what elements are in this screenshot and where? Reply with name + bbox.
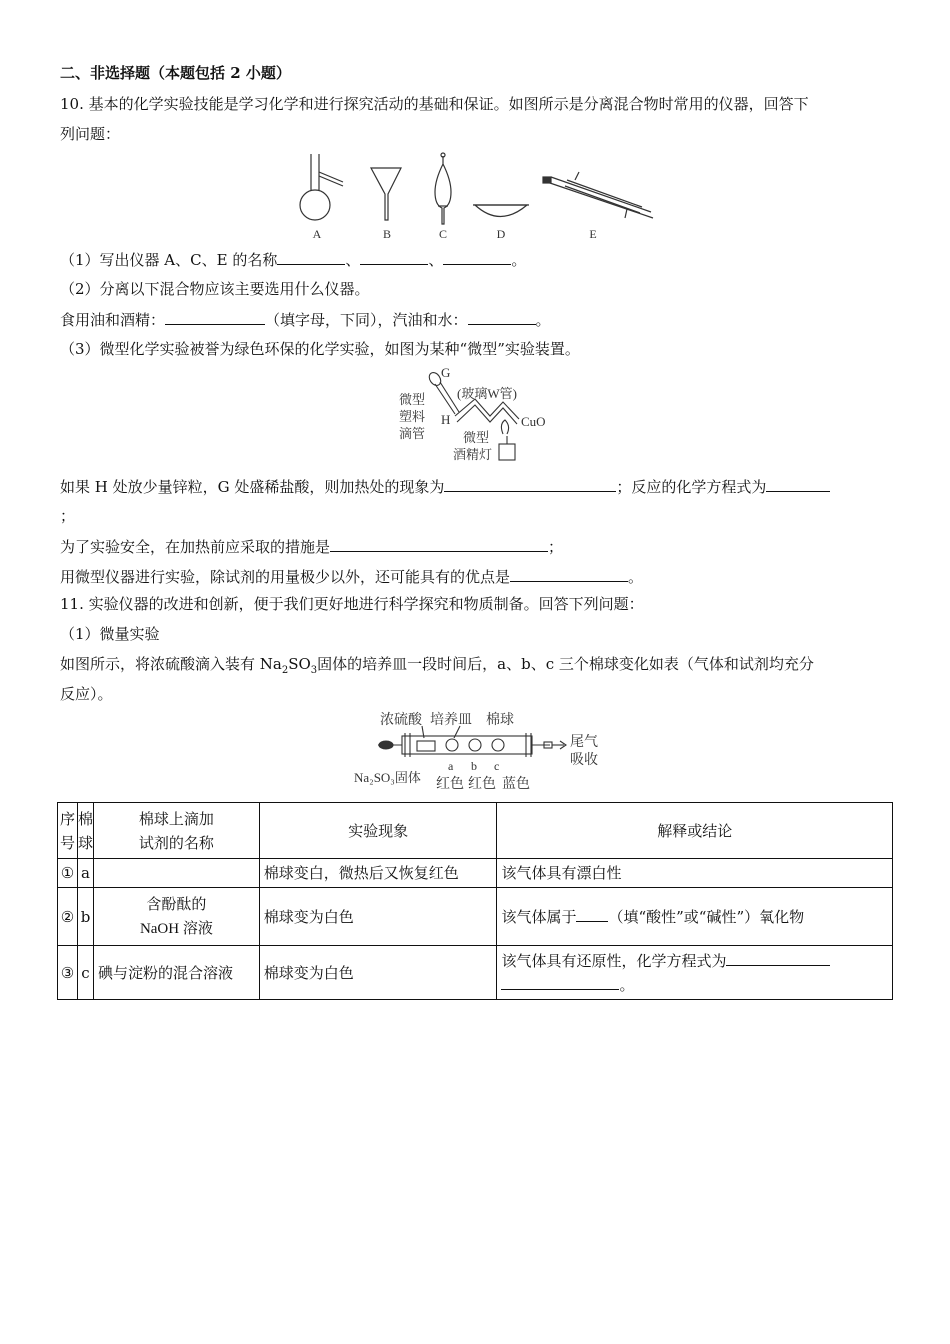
q10-part1: （1）写出仪器 A、C、E 的名称 、 、 。 — [60, 251, 527, 269]
svg-text:Na₂SO₃固体: Na₂SO₃固体 — [354, 770, 421, 785]
answer-blank-a[interactable] — [277, 249, 345, 265]
separatory-funnel-icon — [435, 156, 451, 224]
table-row: ① a 棉球变白，微热后又恢复红色 该气体具有漂白性 — [58, 859, 893, 888]
svg-text:微型: 微型 — [463, 430, 490, 445]
label-c: C — [438, 227, 448, 241]
q11-description-line2: 反应）。 — [60, 685, 113, 703]
header-ball: 棉 球 — [77, 803, 93, 859]
svg-text:酒精灯: 酒精灯 — [453, 447, 493, 462]
svg-text:滴管: 滴管 — [399, 426, 426, 441]
q11-intro: 11. 实验仪器的改进和创新，便于我们更好地进行科学探究和物质制备。回答下列问题： — [60, 595, 644, 613]
answer-blank-safety[interactable] — [330, 536, 548, 552]
alcohol-lamp-icon — [499, 444, 515, 460]
petri-dish-icon — [417, 741, 435, 751]
table-header-row — [58, 803, 893, 859]
svg-text:a: a — [448, 759, 454, 773]
q10-part3-safety: 为了实验安全，在加热前应采取的措施是 ； — [60, 538, 564, 556]
q10-part3-advantage: 用微型仪器进行实验，除试剂的用量极少以外，还可能具有的优点是 。 — [60, 568, 644, 586]
svg-text:棉球: 棉球 — [486, 713, 514, 728]
answer-blank-oil-alcohol[interactable] — [165, 309, 265, 325]
svg-text:吸收: 吸收 — [570, 753, 598, 768]
q10-part3-phenomenon: 如果 H 处放少量锌粒，G 处盛稀盐酸，则加热处的现象为 ；反应的化学方程式为 — [60, 476, 830, 497]
separation-apparatus-figure — [295, 150, 665, 242]
svg-text:CuO: CuO — [521, 414, 546, 429]
q10-part2: （2）分离以下混合物应该主要选用什么仪器。 — [60, 280, 370, 298]
svg-text:红色: 红色 — [436, 777, 464, 792]
label-e: E — [589, 227, 597, 241]
answer-blank-gasoline-water[interactable] — [468, 309, 536, 325]
table-row: ③ c 碘与淀粉的混合溶液 棉球变为白色 该气体具有还原性，化学方程式为 。 — [58, 946, 893, 1000]
label-b: B — [382, 227, 392, 241]
cotton-ball-a-icon — [446, 739, 458, 751]
evaporating-dish-icon — [475, 205, 527, 217]
micro-apparatus-figure — [395, 364, 555, 468]
svg-text:微型: 微型 — [399, 392, 426, 407]
q10-intro-line2: 列问题： — [60, 125, 121, 143]
svg-text:蓝色: 蓝色 — [502, 777, 530, 792]
svg-text:培养皿: 培养皿 — [430, 713, 472, 728]
answer-blank-phenomenon[interactable] — [444, 476, 616, 492]
experiment-table — [57, 802, 893, 1000]
svg-text:红色: 红色 — [468, 777, 496, 792]
q11-part1: （1）微量实验 — [60, 625, 160, 643]
answer-blank-advantage[interactable] — [510, 566, 628, 582]
label-d: D — [496, 227, 506, 241]
distillation-flask-icon — [300, 190, 330, 220]
svg-text:(玻璃W管): (玻璃W管) — [457, 386, 517, 401]
header-reagent: 棉球上滴加 试剂的名称 — [94, 803, 260, 859]
table-row: ② b 含酚酞的 NaOH 溶液 棉球变为白色 该气体属于 （填“酸性”或“碱性”）氧化物 — [58, 888, 893, 946]
label-a: A — [312, 227, 322, 241]
svg-text:H: H — [441, 412, 451, 427]
svg-text:塑料: 塑料 — [399, 409, 426, 424]
answer-blank-e[interactable] — [443, 249, 511, 265]
header-conclusion: 解释或结论 — [497, 803, 893, 859]
cotton-ball-c-icon — [492, 739, 504, 751]
answer-blank-equation-line1[interactable] — [726, 950, 830, 966]
q10-part3-semicolon: ； — [60, 507, 76, 525]
funnel-icon — [371, 168, 401, 220]
q11-description: 如图所示，将浓硫酸滴入装有 $Na_2SO_3$固体的培养皿一段时间后，a、b、c 三个棉球变化如表（气体和试剂均充分 — [60, 655, 814, 676]
answer-blank-oxide-type[interactable] — [576, 906, 608, 922]
cotton-ball-b-icon — [469, 739, 481, 751]
microscale-tube-figure — [350, 708, 610, 796]
section-title: 二、非选择题（本题包括 2 小题） — [60, 64, 291, 82]
svg-text:G: G — [441, 365, 451, 380]
header-no: 序 号 — [58, 803, 78, 859]
q10-part3: （3）微型化学实验被誉为绿色环保的化学实验，如图为某种“微型”实验装置。 — [60, 340, 580, 358]
svg-text:c: c — [494, 759, 500, 773]
answer-blank-c[interactable] — [360, 249, 428, 265]
svg-text:浓硫酸: 浓硫酸 — [380, 713, 422, 728]
svg-text:b: b — [471, 759, 477, 773]
condenser-icon — [543, 172, 653, 218]
answer-blank-equation[interactable] — [766, 476, 830, 492]
q10-part2-answer: 食用油和酒精： （填字母，下同），汽油和水： 。 — [60, 311, 551, 329]
answer-blank-equation-line2[interactable] — [501, 974, 619, 990]
q10-intro-line1: 10. 基本的化学实验技能是学习化学和进行探究活动的基础和保证。如图所示是分离混合物时常用的仪器，回答下 — [60, 95, 809, 113]
flame-icon — [501, 420, 508, 434]
header-phenomenon: 实验现象 — [259, 803, 497, 859]
svg-text:尾气: 尾气 — [570, 735, 598, 750]
micro-dropper-icon — [435, 384, 455, 414]
